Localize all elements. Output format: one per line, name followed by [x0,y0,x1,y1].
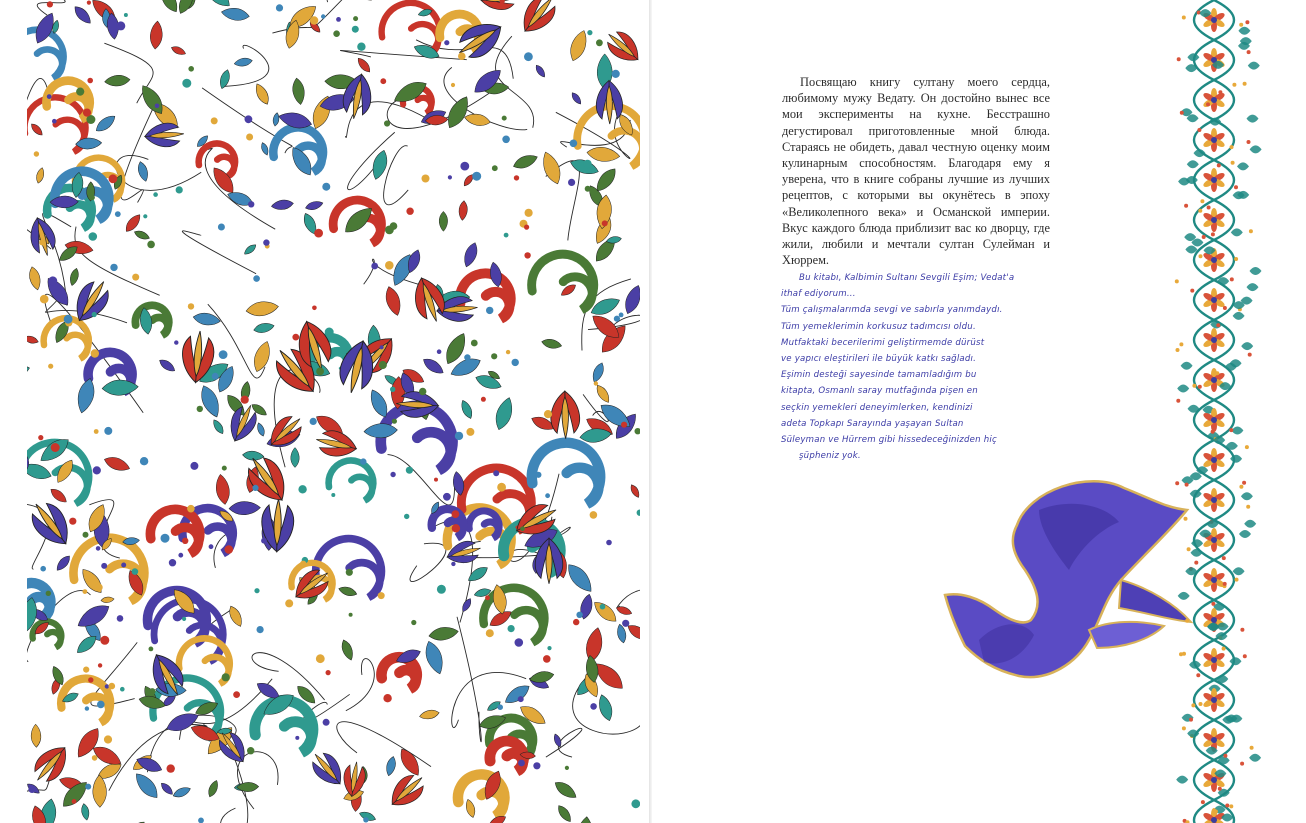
right-page [652,0,1306,823]
dedication-turkish [781,270,1051,464]
dedication-turkish-line: şüpheniz yok. [799,451,861,462]
purple-silk-scarf-icon [939,470,1204,686]
dedication-turkish-line: Bu kitabı, Kalbimin Sultanı Sevgili Eşim; Vedat'a [799,273,1015,283]
dedication-turkish-line: seçkin yemekleri deneyimlerken, kendinizi [781,402,973,413]
dedication-turkish-line: Mutfaktaki becerilerimi geliştirmemde dürüst [781,337,985,348]
ottoman-floral-border-icon [1166,0,1262,823]
dedication-turkish-line: kitapta, Osmanlı saray mutfağında pişen en [781,386,978,397]
scarf-illustration [939,470,1204,686]
dedication-turkish-line: Tüm yemeklerimin korkusuz tadımcısı oldu. [781,321,976,332]
dedication-turkish-line: Tüm çalışmalarımda sevgi ve sabırla yanımdaydı. [781,305,1003,316]
floral-ornament-pattern-icon [27,0,640,823]
dedication-turkish-line: Eşimin desteği sayesinde tamamladığım bu [781,370,977,381]
dedication-turkish-line: ithaf ediyorum... [781,289,856,300]
dedication-turkish-line: ve yapıcı eleştirileri ile büyük katkı sağladı. [781,354,977,365]
ornament-border-strip [1166,0,1262,823]
floral-pattern-illustration [27,0,640,823]
left-page [0,0,650,823]
dedication-russian: Посвящаю книгу султану моего сердца, любимому мужу Ведату. Он достойно вынес все мои эксперименты на кухне. Бесстрашно дегустировал приготовленные мной блюда. Стараясь не обидеть, давал честную оценку моим кулинарным способностям. Благодаря ему я уверена, что в книге собраны лучшие из лучших рецептов, с которыми вы окунётесь в эпоху «Великолепного века» и Османской империи. Вкус каждого блюда приблизит вас ко дворцу, где жили, любили и мечтали султан Сулейман и Хюррем. [782,75,1050,268]
dedication-turkish-line: Süleyman ve Hürrem gibi hissedeceğinizden hiç [781,435,997,446]
dedication-turkish-line: adeta Topkapı Sarayında yaşayan Sultan [781,418,964,429]
